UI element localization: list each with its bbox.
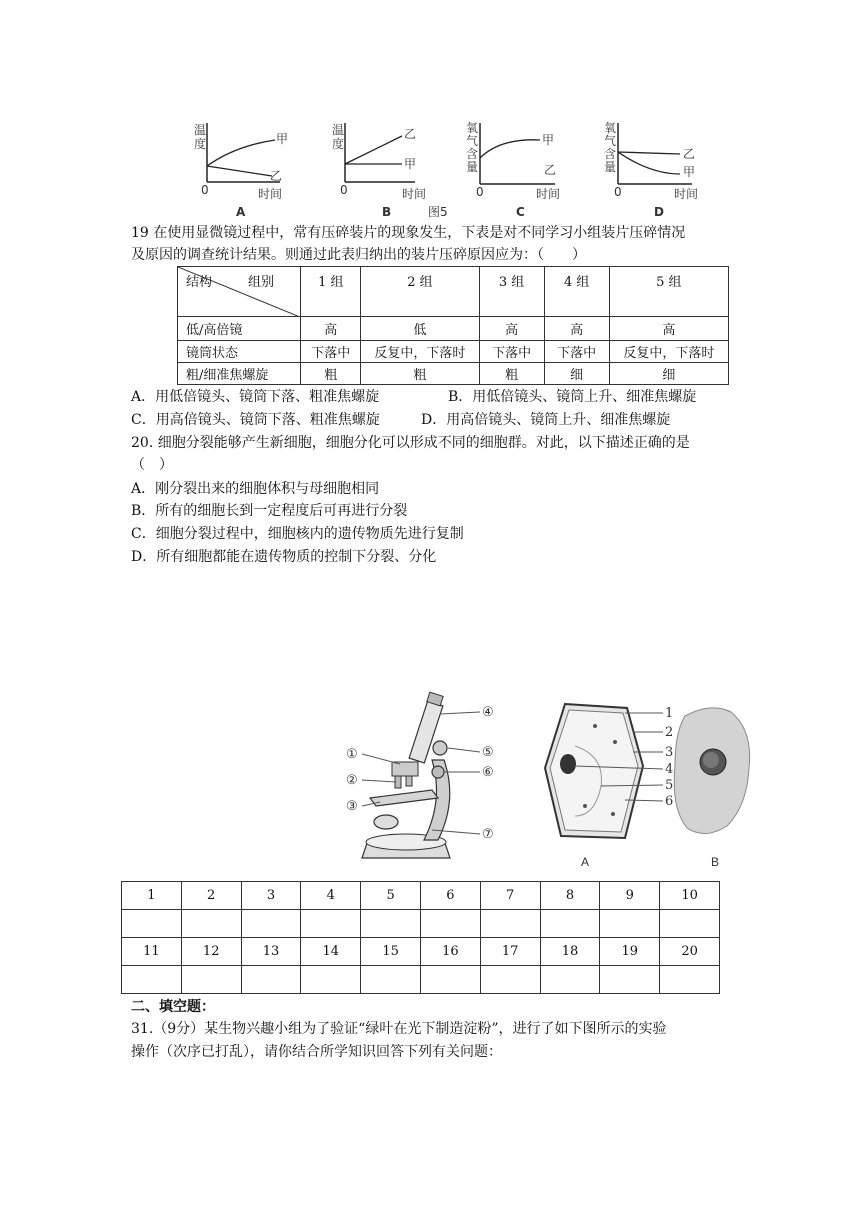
answer-number: 7	[480, 882, 540, 910]
cell-label: 3	[665, 745, 674, 760]
cell-label: 1	[665, 706, 674, 721]
answer-number: 16	[420, 938, 480, 966]
graph-d-curve-2	[618, 152, 680, 174]
graph-d-ylabel-4: 量	[604, 160, 617, 174]
q19-option-b: B．用低倍镜头、镜筒上升、细准焦螺旋	[448, 389, 697, 405]
q19-table	[177, 266, 729, 385]
microscope-label: ⑥	[482, 765, 494, 780]
graph-c-ylabel-3: 含	[466, 147, 479, 161]
graph-a-curve-1	[207, 140, 275, 166]
table-cell: 粗	[479, 363, 544, 385]
cell-a-caption: A	[581, 855, 590, 869]
graph-a-ylabel-1: 温	[194, 123, 207, 137]
section-2-heading: 二、填空题：	[131, 999, 215, 1015]
coarse-focus-knob	[433, 741, 447, 755]
microscope-label: ⑦	[482, 827, 494, 842]
graph-a-curve-2-label: 乙	[270, 169, 283, 183]
answer-number: 10	[660, 882, 720, 910]
graph-b-ylabel-2: 度	[332, 137, 345, 151]
answer-number: 11	[122, 938, 182, 966]
graph-a-ylabel-2: 度	[194, 137, 207, 151]
answer-cell[interactable]	[420, 910, 480, 938]
table-corner-cell	[178, 267, 301, 317]
graph-c-xlabel: 时间	[536, 187, 561, 201]
table-row	[122, 910, 720, 938]
figure-5-graphs	[180, 118, 720, 222]
graph-a	[194, 123, 288, 219]
table-row	[122, 966, 720, 994]
microscope-label: ②	[346, 773, 358, 788]
answer-number: 20	[660, 938, 720, 966]
table-cell: 细	[609, 363, 728, 385]
graph-b-letter: B	[382, 205, 392, 219]
q19-option-a: A．用低倍镜头、镜筒下落、粗准焦螺旋	[131, 389, 380, 405]
graph-a-xlabel: 时间	[258, 187, 283, 201]
graph-c	[466, 121, 560, 219]
graph-c-letter: C	[516, 205, 525, 219]
answer-number: 4	[301, 882, 361, 910]
table-row	[178, 341, 729, 363]
table-cell: 高	[544, 317, 609, 341]
fine-focus-knob	[432, 766, 444, 778]
table-row	[122, 882, 720, 910]
graph-d-origin: 0	[614, 185, 622, 199]
q20-option-a: A．刚分裂出来的细胞体积与母细胞相同	[131, 481, 380, 497]
q20-stem-line1: 20. 细胞分裂能够产生新细胞，细胞分化可以形成不同的细胞群。对此，以下描述正确的是	[131, 435, 690, 451]
q19-stem-line1: 19 在使用显微镜过程中，常有压碎装片的现象发生，下表是对不同学习小组装片压碎情况	[131, 225, 686, 241]
table-cell: 下落中	[544, 341, 609, 363]
table-cell: 粗	[301, 363, 361, 385]
graph-d-curve-1-label: 乙	[683, 147, 696, 161]
q20-option-d: D．所有细胞都能在遗传物质的控制下分裂、分化	[131, 549, 437, 565]
graph-d-ylabel-1: 氧	[604, 121, 617, 135]
figure-5-caption: 图5	[428, 205, 448, 219]
group-header: 2 组	[361, 267, 479, 317]
q19-option-d: D．用高倍镜头、镜筒上升、细准焦螺旋	[421, 412, 671, 428]
answer-cell[interactable]	[361, 966, 421, 994]
cell-figures	[535, 696, 755, 872]
table-cell: 下落中	[479, 341, 544, 363]
graph-a-curve-2	[207, 166, 272, 176]
answer-cell[interactable]	[301, 910, 361, 938]
group-header: 4 组	[544, 267, 609, 317]
answer-number: 8	[540, 882, 600, 910]
graph-b	[332, 123, 448, 219]
microscope-figure	[340, 690, 510, 872]
table-cell: 粗	[361, 363, 479, 385]
q19-option-c: C．用高倍镜头、镜筒下落、粗准焦螺旋	[131, 412, 380, 428]
graph-d-letter: D	[654, 205, 664, 219]
answer-number: 3	[241, 882, 301, 910]
table-cell: 反复中，下落时	[361, 341, 479, 363]
graph-a-origin: 0	[201, 183, 209, 197]
graph-c-curve-1	[480, 140, 540, 158]
graph-b-curve-1-label: 乙	[404, 127, 417, 141]
q31-stem-line2: 操作（次序已打乱），请你结合所学知识回答下列有关问题：	[131, 1044, 502, 1060]
answer-number: 12	[181, 938, 241, 966]
answer-cell[interactable]	[241, 966, 301, 994]
graph-c-origin: 0	[476, 185, 484, 199]
answer-cell[interactable]	[600, 910, 660, 938]
table-cell: 细	[544, 363, 609, 385]
corner-label-structure: 结构	[186, 275, 213, 290]
answer-cell[interactable]	[122, 910, 182, 938]
graph-c-ylabel-4: 量	[466, 160, 479, 174]
answer-number: 9	[600, 882, 660, 910]
cell-label: 6	[665, 794, 674, 809]
table-row	[178, 363, 729, 385]
table-cell: 反复中，下落时	[609, 341, 728, 363]
graph-d-curve-1	[618, 152, 680, 154]
table-cell: 高	[609, 317, 728, 341]
graph-c-curve-1-label: 甲	[542, 133, 555, 147]
group-header: 1 组	[301, 267, 361, 317]
row-label: 低/高倍镜	[178, 317, 301, 341]
answer-number: 18	[540, 938, 600, 966]
q20-stem-line2: （ ）	[131, 457, 173, 473]
graph-d-ylabel-3: 含	[604, 147, 617, 161]
graph-b-ylabel-1: 温	[332, 123, 345, 137]
q19-stem-line2: 及原因的调查统计结果。则通过此表归纳出的装片压碎原因应为：（ ）	[131, 247, 586, 263]
answer-number: 15	[361, 938, 421, 966]
answer-number: 5	[361, 882, 421, 910]
microscope-stage	[370, 790, 438, 806]
cell-b-caption: B	[711, 855, 720, 869]
q20-option-c: C．细胞分裂过程中，细胞核内的遗传物质先进行复制	[131, 526, 464, 542]
graph-b-origin: 0	[340, 183, 348, 197]
microscope-mirror	[374, 815, 398, 829]
answer-cell[interactable]	[480, 966, 540, 994]
table-cell: 低	[361, 317, 479, 341]
graph-b-curve-1	[345, 136, 402, 164]
graph-b-xlabel: 时间	[402, 187, 427, 201]
row-label: 粗/细准焦螺旋	[178, 363, 301, 385]
microscope-label: ①	[346, 747, 358, 762]
answer-cell[interactable]	[600, 966, 660, 994]
answer-number: 13	[241, 938, 301, 966]
graph-d-xlabel: 时间	[674, 187, 699, 201]
q31-stem-line1: 31.（9分）某生物兴趣小组为了验证“绿叶在光下制造淀粉”，进行了如下图所示的实验	[131, 1021, 667, 1037]
cell-label: 5	[665, 778, 674, 793]
answer-number: 1	[122, 882, 182, 910]
answer-cell[interactable]	[301, 966, 361, 994]
group-header: 5 组	[609, 267, 728, 317]
graph-b-curve-2-label: 甲	[404, 157, 417, 171]
microscope-label: ③	[346, 799, 358, 814]
answer-number: 17	[480, 938, 540, 966]
table-cell: 高	[479, 317, 544, 341]
group-header: 3 组	[479, 267, 544, 317]
table-cell: 下落中	[301, 341, 361, 363]
answer-number: 14	[301, 938, 361, 966]
answer-number: 6	[420, 882, 480, 910]
graph-d	[604, 121, 698, 219]
answer-cell[interactable]	[480, 910, 540, 938]
table-cell: 高	[301, 317, 361, 341]
q20-option-b: B．所有的细胞长到一定程度后可再进行分裂	[131, 503, 408, 519]
answer-cell[interactable]	[181, 966, 241, 994]
graph-d-ylabel-2: 气	[604, 134, 617, 148]
graph-a-curve-1-label: 甲	[276, 132, 289, 146]
answer-cell[interactable]	[660, 966, 720, 994]
plant-nucleus	[560, 754, 576, 774]
answer-number: 2	[181, 882, 241, 910]
row-label: 镜筒状态	[178, 341, 301, 363]
answer-cell[interactable]	[181, 910, 241, 938]
table-row	[122, 938, 720, 966]
answer-grid	[121, 881, 720, 994]
graph-c-ylabel-2: 气	[466, 134, 479, 148]
cell-label: 4	[665, 762, 674, 777]
answer-cell[interactable]	[420, 966, 480, 994]
cell-label: 2	[665, 725, 674, 740]
microscope-label: ⑤	[482, 745, 494, 760]
answer-cell[interactable]	[660, 910, 720, 938]
answer-cell[interactable]	[122, 966, 182, 994]
answer-cell[interactable]	[361, 910, 421, 938]
corner-label-group: 组别	[248, 275, 275, 290]
answer-cell[interactable]	[241, 910, 301, 938]
microscope-label: ④	[482, 705, 494, 720]
answer-cell[interactable]	[540, 966, 600, 994]
graph-c-curve-2-label: 乙	[544, 163, 557, 177]
graph-d-curve-2-label: 甲	[683, 165, 696, 179]
table-row	[178, 317, 729, 341]
graph-a-letter: A	[236, 205, 246, 219]
answer-number: 19	[600, 938, 660, 966]
answer-cell[interactable]	[540, 910, 600, 938]
graph-c-ylabel-1: 氧	[466, 121, 479, 135]
